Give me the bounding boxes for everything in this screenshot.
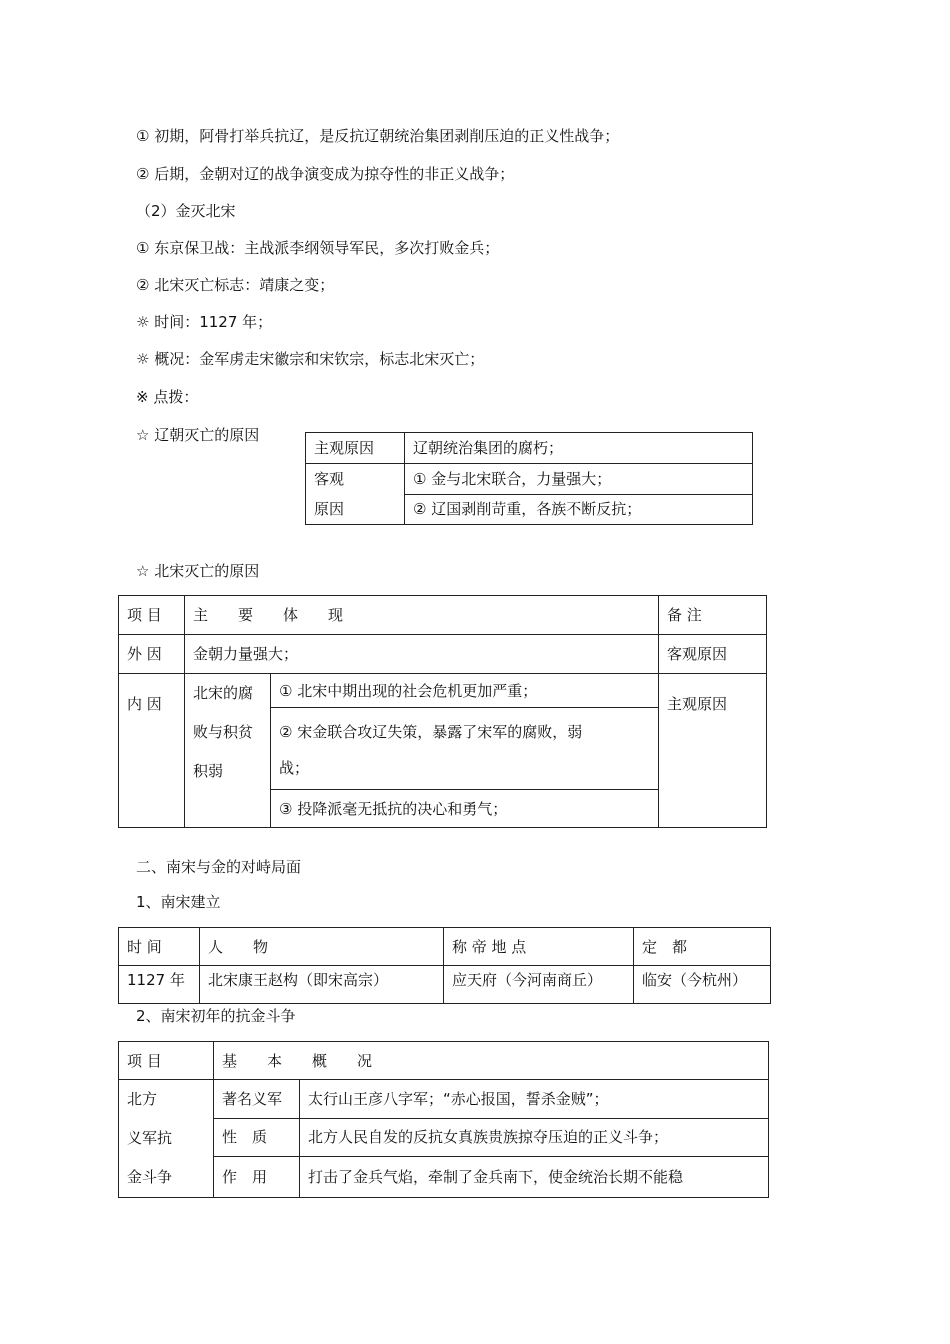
key-cell: 作 用 [214, 1157, 300, 1198]
cell-place: 应天府（今河南商丘） [444, 966, 634, 1004]
external-note: 客观原因 [659, 635, 767, 674]
text-line: ☼ 时间：1127 年； [136, 313, 273, 331]
objective-item: ① 金与北宋联合，力量强大； [405, 464, 753, 495]
subjective-text: 辽朝统治集团的腐朽； [405, 433, 753, 464]
internal-item: ③ 投降派毫无抵抗的决心和勇气； [271, 790, 659, 828]
header-main: 基 本 概 况 [214, 1042, 769, 1080]
internal-item: ① 北宋中期出现的社会危机更加严重； [271, 674, 659, 708]
header-note: 备 注 [659, 596, 767, 635]
text-line: ① 初期，阿骨打举兵抗辽，是反抗辽朝统治集团剥削压迫的正义性战争； [136, 127, 620, 145]
subsection-heading: （2）金灭北宋 [136, 202, 236, 220]
liao-heading: ☆ 辽朝灭亡的原因 [136, 426, 260, 444]
external-label: 外 因 [119, 635, 185, 674]
value-cell: 北方人民自发的反抗女真族贵族掠夺压迫的正义斗争； [300, 1118, 769, 1157]
value-cell: 打击了金兵气焰，牵制了金兵南下，使金统治长期不能稳 [300, 1157, 769, 1198]
header-person: 人 物 [200, 928, 444, 966]
southern-song-table [118, 927, 771, 1004]
subjective-label: 主观原因 [306, 433, 405, 464]
text-line: ② 北宋灭亡标志：靖康之变； [136, 276, 335, 294]
text-line: ※ 点拨： [136, 388, 199, 406]
subsection-heading: 1、南宋建立 [136, 893, 221, 911]
value-cell: 太行山王彦八字军；“赤心报国，誓杀金贼”； [300, 1080, 769, 1119]
cell-time: 1127 年 [119, 966, 200, 1004]
text-line: ① 东京保卫战：主战派李纲领导军民，多次打败金兵； [136, 239, 500, 257]
objective-label: 客观 原因 [306, 464, 405, 525]
key-cell: 著名义军 [214, 1080, 300, 1119]
resistance-table [118, 1041, 769, 1198]
header-place: 称 帝 地 点 [444, 928, 634, 966]
internal-item: ② 宋金联合攻辽失策，暴露了宋军的腐败，弱 战； [271, 708, 659, 790]
header-main: 主 要 体 现 [185, 596, 659, 635]
song-reasons-table [118, 595, 767, 828]
internal-note: 主观原因 [659, 674, 767, 828]
subsection-heading: 2、南宋初年的抗金斗争 [136, 1007, 296, 1025]
header-time: 时 间 [119, 928, 200, 966]
cell-person: 北宋康王赵构（即宋高宗） [200, 966, 444, 1004]
liao-reasons-table [305, 432, 753, 525]
song-heading: ☆ 北宋灭亡的原因 [136, 562, 260, 580]
external-text: 金朝力量强大； [185, 635, 659, 674]
section-heading: 二、南宋与金的对峙局面 [136, 858, 302, 876]
internal-label: 内 因 [119, 674, 185, 828]
objective-item: ② 辽国剥削苛重，各族不断反抗； [405, 494, 753, 525]
header-item: 项 目 [119, 596, 185, 635]
header-capital: 定 都 [634, 928, 771, 966]
header-item: 项 目 [119, 1042, 214, 1080]
text-line: ☼ 概况：金军虏走宋徽宗和宋钦宗，标志北宋灭亡； [136, 350, 485, 368]
cell-capital: 临安（今杭州） [634, 966, 771, 1004]
internal-sub-label: 北宋的腐 败与积贫 积弱 [185, 674, 271, 828]
key-cell: 性 质 [214, 1118, 300, 1157]
row-label: 北方 义军抗 金斗争 [119, 1080, 214, 1198]
text-line: ② 后期，金朝对辽的战争演变成为掠夺性的非正义战争； [136, 165, 515, 183]
